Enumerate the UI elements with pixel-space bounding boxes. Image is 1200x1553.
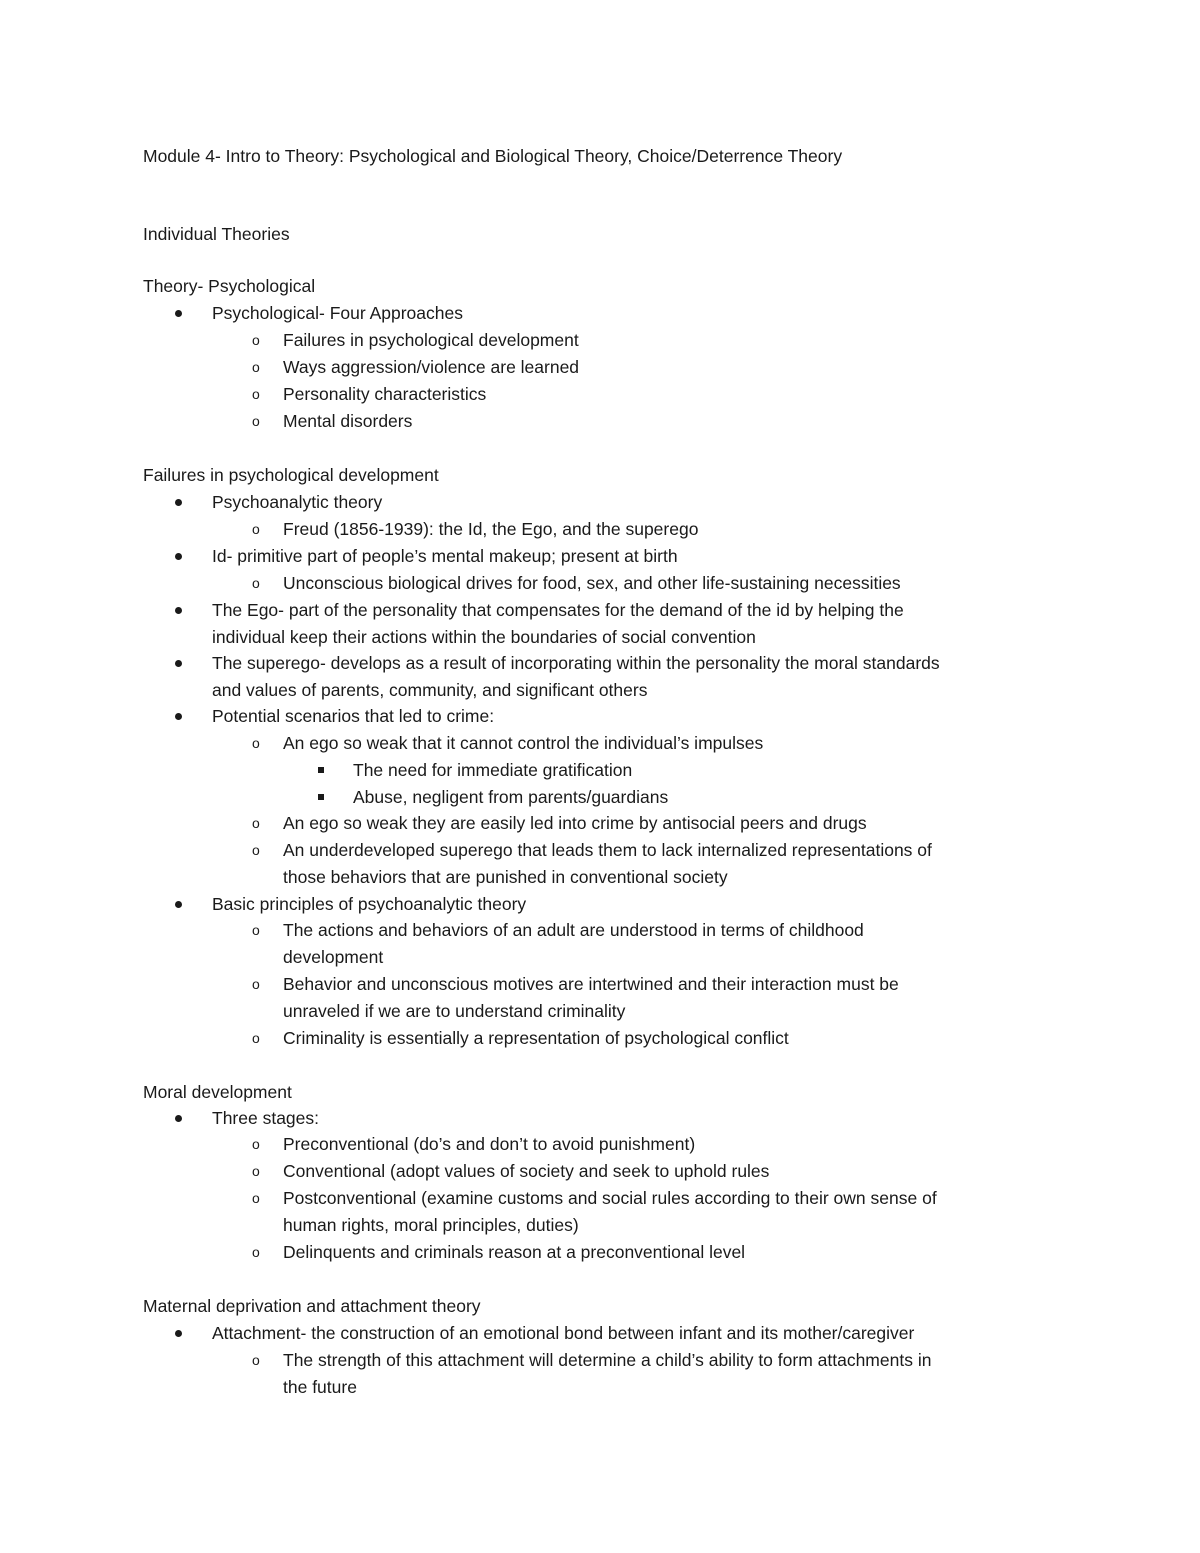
line-text: Behavior and unconscious motives are intertwined and their interaction must be bbox=[283, 974, 899, 994]
line-text: Preconventional (do’s and don’t to avoid punishment) bbox=[283, 1134, 696, 1154]
list-item bbox=[0, 327, 1200, 353]
line-text: Attachment- the construction of an emotional bond between infant and its mother/caregiver bbox=[212, 1323, 915, 1343]
line-text: The superego- develops as a result of incorporating within the personality the moral standards bbox=[212, 653, 940, 673]
circle-bullet-icon: o bbox=[252, 976, 260, 992]
circle-bullet-icon: o bbox=[252, 815, 260, 831]
circle-bullet-icon: o bbox=[252, 1352, 260, 1368]
list-item bbox=[0, 1131, 1200, 1157]
circle-bullet-icon: o bbox=[252, 1136, 260, 1152]
bullet-icon bbox=[175, 1330, 182, 1337]
list-item bbox=[0, 1347, 1200, 1373]
line-text: Moral development bbox=[143, 1082, 292, 1102]
line-text: Postconventional (examine customs and social rules according to their own sense of bbox=[283, 1188, 937, 1208]
list-item bbox=[0, 1105, 1200, 1131]
list-item bbox=[0, 757, 1200, 783]
bullet-icon bbox=[175, 660, 182, 667]
circle-bullet-icon: o bbox=[252, 386, 260, 402]
document-title bbox=[0, 143, 1200, 169]
bullet-icon bbox=[175, 607, 182, 614]
circle-bullet-icon: o bbox=[252, 575, 260, 591]
line-text: Potential scenarios that led to crime: bbox=[212, 706, 495, 726]
list-item bbox=[0, 917, 1200, 943]
line-text: Personality characteristics bbox=[283, 384, 487, 404]
title-text: Module 4- Intro to Theory: Psychological and Biological Theory, Choice/Deterrence Theory bbox=[143, 146, 843, 166]
list-item bbox=[0, 864, 1200, 890]
list-item bbox=[0, 273, 1200, 299]
circle-bullet-icon: o bbox=[252, 922, 260, 938]
bullet-icon bbox=[175, 499, 182, 506]
list-item bbox=[0, 784, 1200, 810]
line-text: The need for immediate gratification bbox=[353, 760, 633, 780]
square-bullet-icon bbox=[318, 794, 324, 800]
line-text: Theory- Psychological bbox=[143, 276, 316, 296]
line-text: An ego so weak that it cannot control the individual’s impulses bbox=[283, 733, 764, 753]
line-text: An ego so weak they are easily led into crime by antisocial peers and drugs bbox=[283, 813, 867, 833]
line-text: Failures in psychological development bbox=[283, 330, 579, 350]
list-item bbox=[0, 1212, 1200, 1238]
bullet-icon bbox=[175, 1115, 182, 1122]
list-item bbox=[0, 703, 1200, 729]
circle-bullet-icon: o bbox=[252, 842, 260, 858]
list-item bbox=[0, 998, 1200, 1024]
list-item bbox=[0, 891, 1200, 917]
list-item bbox=[0, 300, 1200, 326]
bullet-icon bbox=[175, 553, 182, 560]
list-item bbox=[0, 354, 1200, 380]
line-text: Conventional (adopt values of society and seek to uphold rules bbox=[283, 1161, 770, 1181]
line-text: and values of parents, community, and significant others bbox=[212, 680, 648, 700]
list-item bbox=[0, 944, 1200, 970]
list-item bbox=[0, 1239, 1200, 1265]
line-text: Basic principles of psychoanalytic theory bbox=[212, 894, 527, 914]
circle-bullet-icon: o bbox=[252, 1190, 260, 1206]
list-item bbox=[0, 489, 1200, 515]
circle-bullet-icon: o bbox=[252, 332, 260, 348]
list-item bbox=[0, 381, 1200, 407]
square-bullet-icon bbox=[318, 767, 324, 773]
line-text: Individual Theories bbox=[143, 224, 290, 244]
list-item bbox=[0, 597, 1200, 623]
circle-bullet-icon: o bbox=[252, 521, 260, 537]
line-text: Psychological- Four Approaches bbox=[212, 303, 463, 323]
line-text: Ways aggression/violence are learned bbox=[283, 357, 580, 377]
list-item bbox=[0, 837, 1200, 863]
line-text: the future bbox=[283, 1377, 357, 1397]
list-item bbox=[0, 730, 1200, 756]
list-item bbox=[0, 516, 1200, 542]
line-text: human rights, moral principles, duties) bbox=[283, 1215, 579, 1235]
line-text: Psychoanalytic theory bbox=[212, 492, 383, 512]
line-text: Mental disorders bbox=[283, 411, 413, 431]
line-text: development bbox=[283, 947, 384, 967]
line-text: The actions and behaviors of an adult are understood in terms of childhood bbox=[283, 920, 864, 940]
bullet-icon bbox=[175, 713, 182, 720]
circle-bullet-icon: o bbox=[252, 1163, 260, 1179]
circle-bullet-icon: o bbox=[252, 359, 260, 375]
list-item bbox=[0, 1293, 1200, 1319]
list-item bbox=[0, 543, 1200, 569]
list-item bbox=[0, 1374, 1200, 1400]
list-item bbox=[0, 408, 1200, 434]
list-item bbox=[0, 650, 1200, 676]
line-text: those behaviors that are punished in conventional society bbox=[283, 867, 728, 887]
line-text: Freud (1856-1939): the Id, the Ego, and the superego bbox=[283, 519, 699, 539]
line-text: Failures in psychological development bbox=[143, 465, 439, 485]
list-item bbox=[0, 570, 1200, 596]
list-item bbox=[0, 1185, 1200, 1211]
line-text: Three stages: bbox=[212, 1108, 319, 1128]
line-text: Maternal deprivation and attachment theory bbox=[143, 1296, 481, 1316]
list-item bbox=[0, 1025, 1200, 1051]
bullet-icon bbox=[175, 310, 182, 317]
list-item bbox=[0, 1079, 1200, 1105]
line-text: Abuse, negligent from parents/guardians bbox=[353, 787, 669, 807]
list-item bbox=[0, 1320, 1200, 1346]
line-text: individual keep their actions within the boundaries of social convention bbox=[212, 627, 756, 647]
line-text: Id- primitive part of people’s mental makeup; present at birth bbox=[212, 546, 678, 566]
bullet-icon bbox=[175, 901, 182, 908]
circle-bullet-icon: o bbox=[252, 1030, 260, 1046]
list-item bbox=[0, 462, 1200, 488]
circle-bullet-icon: o bbox=[252, 1244, 260, 1260]
list-item bbox=[0, 971, 1200, 997]
line-text: Criminality is essentially a representation of psychological conflict bbox=[283, 1028, 789, 1048]
list-item bbox=[0, 1158, 1200, 1184]
list-item bbox=[0, 221, 1200, 247]
list-item bbox=[0, 624, 1200, 650]
line-text: unraveled if we are to understand criminality bbox=[283, 1001, 626, 1021]
line-text: Unconscious biological drives for food, sex, and other life-sustaining necessities bbox=[283, 573, 901, 593]
list-item bbox=[0, 810, 1200, 836]
line-text: Delinquents and criminals reason at a preconventional level bbox=[283, 1242, 746, 1262]
line-text: An underdeveloped superego that leads them to lack internalized representations of bbox=[283, 840, 932, 860]
list-item bbox=[0, 677, 1200, 703]
line-text: The Ego- part of the personality that compensates for the demand of the id by helping the bbox=[212, 600, 904, 620]
line-text: The strength of this attachment will determine a child’s ability to form attachments in bbox=[283, 1350, 932, 1370]
circle-bullet-icon: o bbox=[252, 413, 260, 429]
circle-bullet-icon: o bbox=[252, 735, 260, 751]
